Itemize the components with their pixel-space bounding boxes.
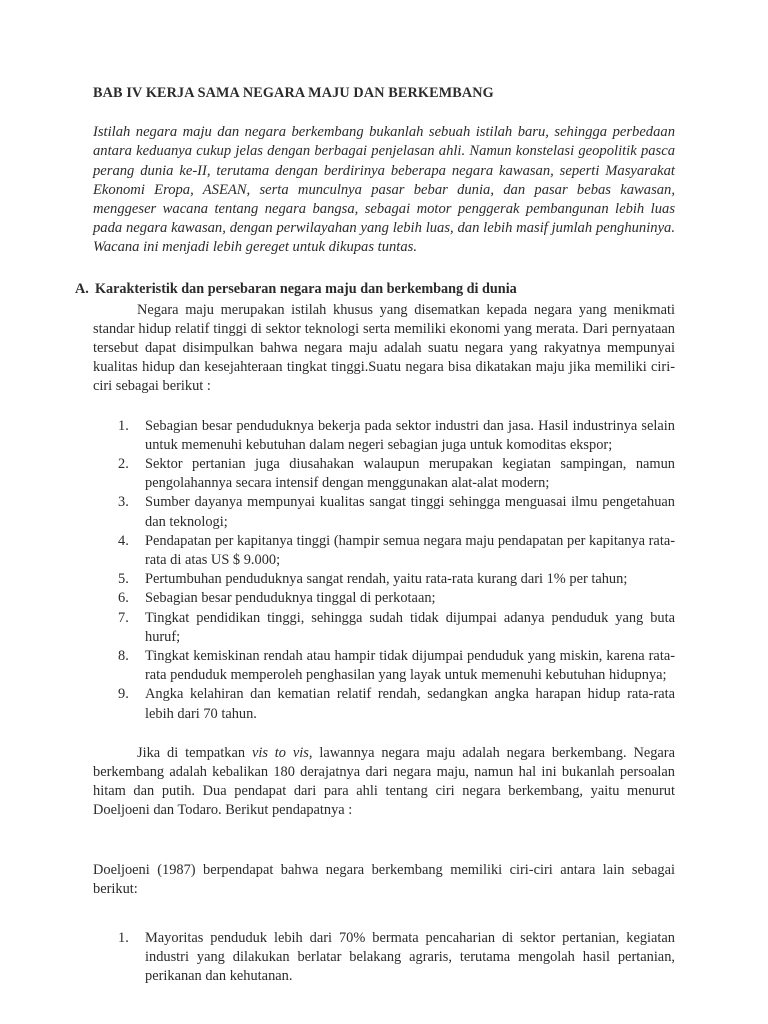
list-item <box>100 589 675 608</box>
list-item-text: Sumber dayanya mempunyai kualitas sangat tinggi sehingga menguasai ilmu pengetahuan dan teknologi; <box>145 494 675 530</box>
list-item-number: 7. <box>118 609 129 626</box>
list-item <box>100 532 675 570</box>
list-item-number: 3. <box>118 494 129 511</box>
list-item-text: Tingkat pendidikan tinggi, sehingga sudah tidak dijumpai adanya penduduk yang buta huruf; <box>145 609 675 645</box>
list-item <box>100 609 675 647</box>
spacer <box>93 397 675 417</box>
section-a-heading <box>75 280 675 299</box>
list-item-text: Sektor pertanian juga diusahakan walaupun merupakan kegiatan sampingan, namun pengolahannya secara intensif dengan menggunakan alat-alat modern; <box>145 456 675 492</box>
section-a-heading-text: Karakteristik dan persebaran negara maju dan berkembang di dunia <box>95 280 517 297</box>
list-item-text: Angka kelahiran dan kematian relatif rendah, sedangkan angka harapan hidup rata-rata lebih dari 70 tahun. <box>145 686 675 722</box>
list-item-number: 2. <box>118 456 129 473</box>
document-content <box>75 84 675 987</box>
list-item-text: Sebagian besar penduduknya tinggal di perkotaan; <box>145 590 436 607</box>
section-a-marker: A. <box>75 280 89 297</box>
spacer <box>93 821 675 861</box>
list-item-text: Pendapatan per kapitanya tinggi (hampir semua negara maju pendapatan per kapitanya rata-rata di atas US $ 9.000; <box>145 532 675 569</box>
list-item-text: Mayoritas penduduk lebih dari 70% bermata pencaharian di sektor pertanian, kegiatan industri yang dilakukan berlatar belakang agraris, terutama mengolah hasil pertanian, perikanan dan kehutanan. <box>145 930 675 985</box>
section-a-paragraph-3: Doeljoeni (1987) berpendapat bahwa negara berkembang memiliki ciri-ciri antara lain sebagai berikut: <box>93 861 675 897</box>
list-item <box>100 417 675 455</box>
list-item-number: 9. <box>118 686 129 703</box>
section-a-paragraph-2 <box>93 744 675 821</box>
list-item-number: 1. <box>118 930 129 947</box>
list-item <box>100 570 675 589</box>
list-item-number: 1. <box>118 417 129 434</box>
spacer <box>93 899 675 929</box>
page-title: BAB IV KERJA SAMA NEGARA MAJU DAN BERKEMBANG <box>93 85 494 101</box>
paragraph-2-rest: , lawannya negara maju adalah negara berkembang. Negara berkembang adalah kebalikan 180 derajatnya dari negara maju, namun hal ini bukanlah persoalan hitam dan putih. Dua pendapat dari para ahli tentang ciri negara berkembang, yaitu menurut Doeljoeni dan Todaro. Berikut pendapatnya : <box>93 744 675 819</box>
list-item <box>100 455 675 493</box>
list-item-text: Pertumbuhan penduduknya sangat rendah, yaitu rata-rata kurang dari 1% per tahun; <box>145 571 628 588</box>
paragraph-2-lead: Jika di tempatkan <box>137 744 252 761</box>
list-item-number: 5. <box>118 571 129 588</box>
list-item <box>100 929 675 987</box>
characteristics-list <box>100 417 675 724</box>
list-item-text: Tingkat kemiskinan rendah atau hampir tidak dijumpai penduduk yang miskin, karena rata-rata penduduk memperoleh penghasilan yang layak untuk memenuhi kebutuhan hidupnya; <box>145 648 675 684</box>
intro-paragraph: Istilah negara maju dan negara berkembang bukanlah sebuah istilah baru, sehingga perbedaan antara keduanya cukup jelas dengan berbagai penjelasan ahli. Namun konstelasi geopolitik pasca perang dunia ke-II, terutama dengan berdirinya beberapa negara kawasan, seperti Masyarakat Ekonomi Eropa, ASEAN, serta munculnya pasar bebar dunia, dan pasar bebas kawasan, menggeser wacana tentang negara bangsa, sebagai motor penggerak pembangunan lebih luas pada negara kawasan, dengan perwilayahan yang lebih luas, dan lebih masif jumlah penghuninya. Wacana ini menjadi lebih gereget untuk dikupas tuntas. <box>93 124 675 256</box>
list-item-number: 4. <box>118 532 129 549</box>
latin-phrase-vis-to-vis: vis to vis <box>251 744 309 761</box>
list-item <box>100 493 675 531</box>
list-item-text: Sebagian besar penduduknya bekerja pada sektor industri dan jasa. Hasil industrinya selain untuk memenuhi kebutuhan dalam negeri sebagian juga untuk komoditas ekspor; <box>145 417 675 453</box>
spacer <box>93 724 675 744</box>
list-item-number: 6. <box>118 590 129 607</box>
section-a-paragraph-1: Negara maju merupakan istilah khusus yang disematkan kepada negara yang menikmati standar hidup relatif tinggi di sektor teknologi serta memiliki ekonomi yang merata. Dari pernyataan tersebut dapat disimpulkan bahwa negara maju adalah suatu negara yang rakyatnya mempunyai kualitas hidup dan kesejahteraan tingkat tinggi.Suatu negara bisa dikatakan maju jika memiliki ciri-ciri sebagai berikut : <box>93 301 675 395</box>
list-item-number: 8. <box>118 648 129 665</box>
list-item <box>100 685 675 723</box>
list-item <box>100 647 675 685</box>
doeljoeni-characteristics-list <box>100 929 675 987</box>
